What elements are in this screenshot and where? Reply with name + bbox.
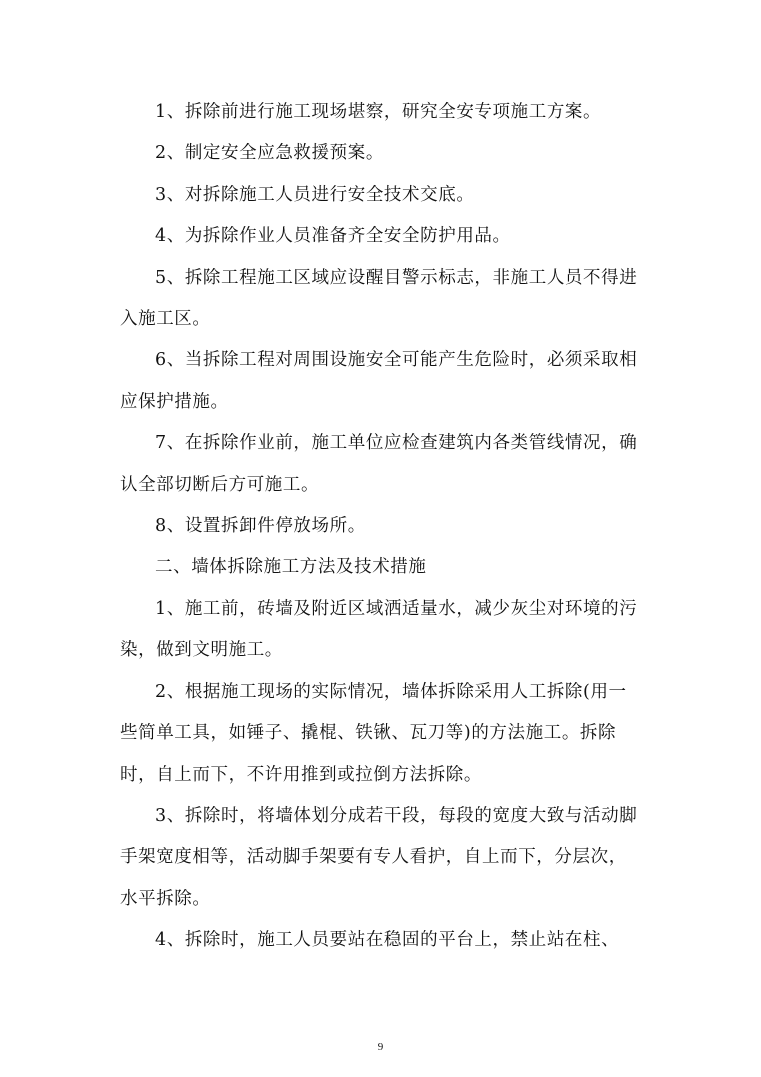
- paragraph: 1、施工前，砖墙及附近区域洒适量水，减少灰尘对环境的污染，做到文明施工。: [120, 598, 638, 661]
- paragraph: 4、拆除时，施工人员要站在稳固的平台上，禁止站在柱、: [155, 930, 620, 951]
- paragraph: 5、拆除工程施工区域应设醒目警示标志，非施工人员不得进入施工区。: [120, 267, 638, 330]
- paragraph: 7、在拆除作业前，施工单位应检查建筑内各类管线情况，确认全部切断后方可施工。: [120, 433, 638, 495]
- page-number: 9: [377, 1041, 384, 1053]
- section-heading: 二、墙体拆除施工方法及技术措施: [155, 557, 427, 578]
- paragraph: 8、设置拆卸件停放场所。: [155, 516, 366, 537]
- paragraph: 3、拆除时，将墙体划分成若干段，每段的宽度大致与活动脚手架宽度相等，活动脚手架要有专人看护，自上而下，分层次，水平拆除。: [120, 805, 638, 909]
- paragraph: 2、制定安全应急救援预案。: [155, 143, 384, 164]
- document-body: [120, 92, 640, 962]
- paragraph: 6、当拆除工程对周围设施安全可能产生危险时，必须采取相应保护措施。: [120, 350, 638, 412]
- paragraph: 3、对拆除施工人员进行安全技术交底。: [155, 184, 475, 205]
- paragraph: 4、为拆除作业人员准备齐全安全防护用品。: [155, 226, 511, 247]
- paragraph: 2、根据施工现场的实际情况，墙体拆除采用人工拆除(用一些简单工具，如锤子、撬棍、铁锹、瓦刀等)的方法施工。拆除时，自上而下，不许用推到或拉倒方法拆除。: [120, 681, 627, 785]
- paragraph: 1、拆除前进行施工现场堪察，研究全安专项施工方案。: [155, 102, 602, 122]
